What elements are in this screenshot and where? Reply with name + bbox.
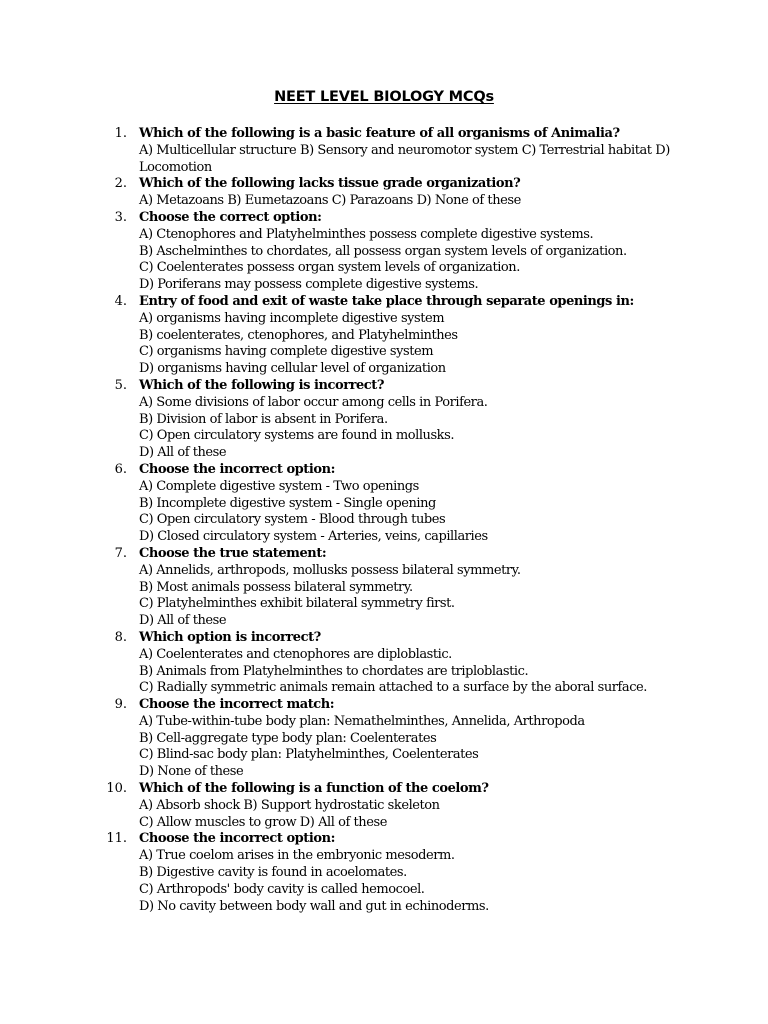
question-number: 11. <box>106 831 127 847</box>
question-list <box>0 126 768 915</box>
question-number: 10. <box>106 781 127 797</box>
answer-option: B) Incomplete digestive system - Single opening <box>139 495 436 511</box>
answer-option: C) Open circulatory systems are found in mollusks. <box>139 428 455 444</box>
answer-option: B) Most animals possess bilateral symmetry. <box>139 579 413 595</box>
answer-option: C) Coelenterates possess organ system levels of organization. <box>139 260 520 276</box>
question-item <box>0 210 768 294</box>
question-number: 3. <box>114 209 127 225</box>
question-item <box>0 126 768 176</box>
answer-option: D) No cavity between body wall and gut in echinoderms. <box>139 898 489 914</box>
question-number: 8. <box>114 629 127 645</box>
answer-option: C) Radially symmetric animals remain attached to a surface by the aboral surface. <box>139 680 647 696</box>
question-text: Choose the incorrect match: <box>139 697 335 713</box>
answer-option: A) Some divisions of labor occur among cells in Porifera. <box>139 394 488 410</box>
answer-option: D) All of these <box>139 445 227 461</box>
answer-option: D) organisms having cellular level of organization <box>139 361 446 377</box>
question-number: 7. <box>114 545 127 561</box>
answer-option: B) Aschelminthes to chordates, all possess organ system levels of organization. <box>139 243 627 259</box>
question-number: 5. <box>114 377 127 393</box>
answer-option: B) Digestive cavity is found in acoelomates. <box>139 865 407 881</box>
answer-option: A) Coelenterates and ctenophores are diploblastic. <box>139 646 452 662</box>
answer-option: A) Ctenophores and Platyhelminthes possess complete digestive systems. <box>139 226 594 242</box>
question-item <box>0 176 768 210</box>
answer-option: D) All of these <box>139 613 227 629</box>
answer-option: C) organisms having complete digestive system <box>139 344 434 360</box>
answer-option: C) Platyhelminthes exhibit bilateral symmetry first. <box>139 596 455 612</box>
question-text: Which of the following is a function of the coelom? <box>139 781 489 797</box>
answer-option: B) coelenterates, ctenophores, and Platyhelminthes <box>139 327 458 343</box>
question-item <box>0 630 768 697</box>
question-text: Entry of food and exit of waste take place through separate openings in: <box>139 293 634 309</box>
question-item <box>0 462 768 546</box>
question-text: Which of the following lacks tissue grade organization? <box>139 176 521 192</box>
answer-options: A) Absorb shock B) Support hydrostatic skeleton <box>139 797 440 813</box>
question-item <box>0 831 768 915</box>
answer-option: B) Division of labor is absent in Porifera. <box>139 411 388 427</box>
answer-option: A) True coelom arises in the embryonic mesoderm. <box>139 848 455 864</box>
answer-option: A) Complete digestive system - Two openings <box>139 478 419 494</box>
answer-option: C) Arthropods' body cavity is called hemocoel. <box>139 881 425 897</box>
answer-option: A) Annelids, arthropods, mollusks possess bilateral symmetry. <box>139 562 521 578</box>
question-item <box>0 781 768 831</box>
question-text: Choose the incorrect option: <box>139 461 335 477</box>
question-item <box>0 378 768 462</box>
answer-option: C) Open circulatory system - Blood through tubes <box>139 512 446 528</box>
question-text: Choose the incorrect option: <box>139 831 335 847</box>
answer-options: A) Multicellular structure B) Sensory and neuromotor system C) Terrestrial habitat D) Locomotion <box>139 142 670 175</box>
answer-option: D) Poriferans may possess complete digestive systems. <box>139 277 479 293</box>
answer-options: C) Allow muscles to grow D) All of these <box>139 814 387 830</box>
question-number: 1. <box>114 126 127 141</box>
question-number: 9. <box>114 697 127 713</box>
question-text: Choose the correct option: <box>139 209 322 225</box>
answer-option: B) Cell-aggregate type body plan: Coelenterates <box>139 730 437 746</box>
answer-option: B) Animals from Platyhelminthes to chordates are triploblastic. <box>139 663 529 679</box>
question-item <box>0 546 768 630</box>
answer-option: A) Tube-within-tube body plan: Nemathelminthes, Annelida, Arthropoda <box>139 713 585 729</box>
answer-option: A) organisms having incomplete digestive system <box>139 310 445 326</box>
question-number: 4. <box>114 293 127 309</box>
answer-option: C) Blind-sac body plan: Platyhelminthes, Coelenterates <box>139 747 479 763</box>
question-text: Which of the following is incorrect? <box>139 377 384 393</box>
question-number: 6. <box>114 461 127 477</box>
answer-option: D) Closed circulatory system - Arteries, veins, capillaries <box>139 529 488 545</box>
question-text: Choose the true statement: <box>139 545 327 561</box>
answer-option: D) None of these <box>139 764 244 780</box>
document-title: NEET LEVEL BIOLOGY MCQs <box>274 89 494 105</box>
question-item <box>0 294 768 378</box>
question-text: Which option is incorrect? <box>139 629 321 645</box>
question-item <box>0 697 768 781</box>
answer-options: A) Metazoans B) Eumetazoans C) Parazoans D) None of these <box>139 193 521 209</box>
question-text: Which of the following is a basic feature of all organisms of Animalia? <box>139 126 620 141</box>
question-number: 2. <box>114 176 127 192</box>
